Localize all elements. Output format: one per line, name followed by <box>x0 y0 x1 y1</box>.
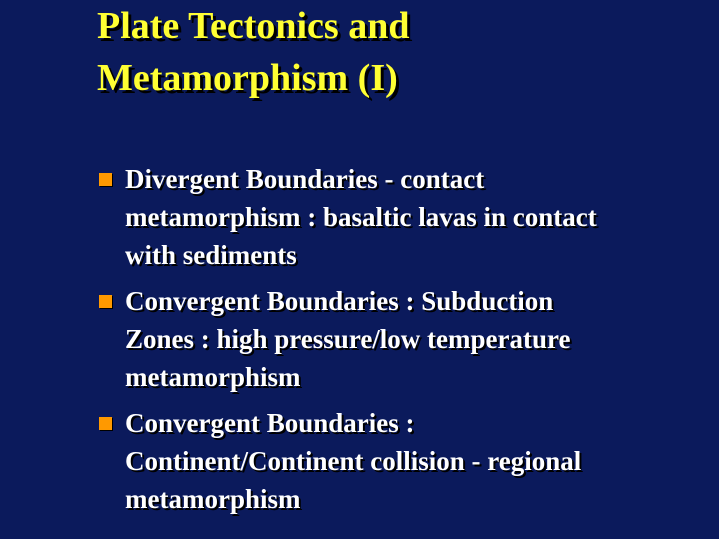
bullet-line: metamorphism <box>125 362 301 392</box>
bullet-item <box>97 404 707 518</box>
bullet-list <box>97 160 707 526</box>
bullet-item <box>97 282 707 396</box>
bullet-line: with sediments <box>125 240 297 270</box>
slide-title <box>97 0 697 104</box>
bullet-line: Convergent Boundaries : <box>125 408 415 438</box>
square-bullet-icon <box>99 295 112 308</box>
bullet-line: Zones : high pressure/low temperature <box>125 324 571 354</box>
square-bullet-icon <box>99 173 112 186</box>
bullet-line: metamorphism <box>125 484 301 514</box>
bullet-line: Divergent Boundaries - contact <box>125 164 485 194</box>
bullet-line: metamorphism : basaltic lavas in contact <box>125 202 597 232</box>
bullet-text <box>125 404 707 518</box>
slide-title-line: Metamorphism (I) <box>97 57 398 99</box>
square-bullet-icon <box>99 417 112 430</box>
bullet-line: Continent/Continent collision - regional <box>125 446 582 476</box>
slide-title-line: Plate Tectonics and <box>97 5 410 47</box>
bullet-text <box>125 282 707 396</box>
bullet-line: Convergent Boundaries : Subduction <box>125 286 554 316</box>
bullet-item <box>97 160 707 274</box>
bullet-text <box>125 160 707 274</box>
